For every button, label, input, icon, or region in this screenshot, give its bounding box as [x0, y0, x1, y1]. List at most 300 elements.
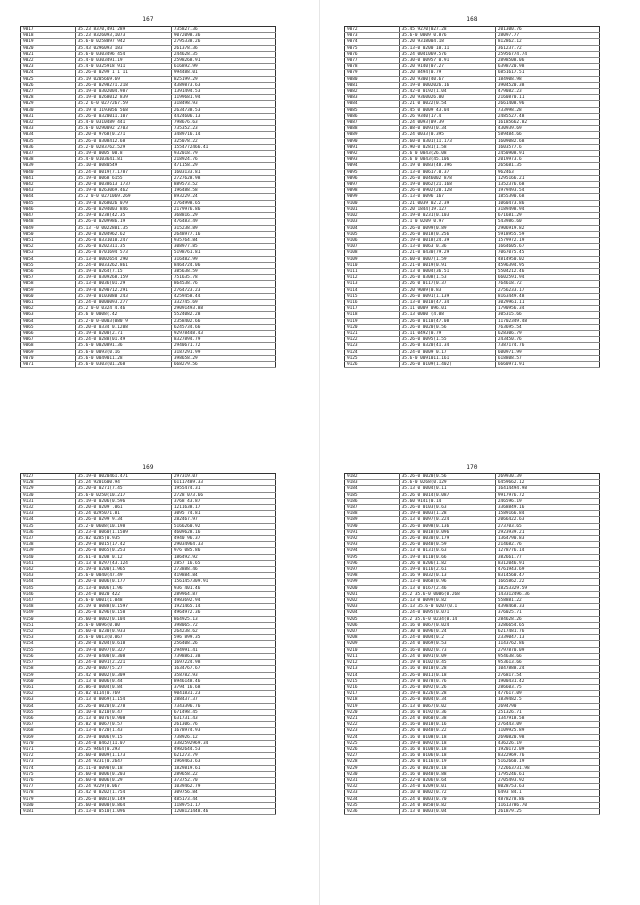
- row-id-cell: 9070: [21, 355, 76, 361]
- row-id-cell: 9028: [21, 95, 76, 101]
- value-cell: 7067075.45: [495, 250, 599, 256]
- row-id-cell: 9114: [345, 287, 400, 293]
- row-id-cell: 9090: [345, 138, 400, 144]
- value-cell: 733998.28: [495, 107, 599, 113]
- coordinate-cell: 35.13 0 0097(0.224: [399, 517, 495, 523]
- coordinate-cell: 35.26-0 0103(0.63: [399, 505, 495, 511]
- coordinate-cell: 35.16 0 0067(0.024: [399, 622, 495, 628]
- coordinate-cell: 35.13 0 0076(0.908: [75, 715, 171, 721]
- value-cell: 358782.93: [171, 672, 275, 678]
- value-cell: 4940 96.37: [171, 536, 275, 542]
- row-id-cell: 9219: [345, 703, 400, 709]
- row-id-cell: 9102: [345, 213, 400, 219]
- row-id-cell: 9224: [345, 734, 400, 740]
- value-cell: 214682.76: [495, 542, 599, 548]
- value-cell: 751635.78: [171, 275, 275, 281]
- value-cell: 2450908.91: [495, 151, 599, 157]
- value-cell: 4983692.94: [171, 598, 275, 604]
- row-id-cell: 9035: [21, 138, 76, 144]
- row-id-cell: 9095: [345, 169, 400, 175]
- row-id-cell: 9048: [21, 219, 76, 225]
- value-cell: 3029961.11: [495, 299, 599, 305]
- value-cell: 7343396.76: [171, 703, 275, 709]
- row-id-cell: 9159: [21, 672, 76, 678]
- coordinate-cell: 35.42-0 0192(1.04: [399, 89, 495, 95]
- row-id-cell: 9136: [21, 529, 76, 535]
- row-id-cell: 9147: [21, 598, 76, 604]
- value-cell: 289658.22: [171, 771, 275, 777]
- value-cell: 318498.93: [171, 101, 275, 107]
- row-id-cell: 9150: [21, 616, 76, 622]
- value-cell: 9041831.23: [171, 691, 275, 697]
- coordinate-cell: 35.6 0 0008(.42: [75, 312, 171, 318]
- value-cell: 1347918.58: [495, 715, 599, 721]
- coordinate-cell: 35.24-0 0209(0.01: [399, 784, 495, 790]
- value-cell: 294991.41: [171, 647, 275, 653]
- row-id-cell: 9228: [345, 759, 400, 765]
- row-id-cell: 9105: [345, 231, 400, 237]
- row-id-cell: 9051: [21, 237, 76, 243]
- coordinate-cell: 35.19-0 0018(24.39: [399, 237, 495, 243]
- row-id-cell: 9036: [21, 144, 76, 150]
- coordinate-cell: 35.6-0 0258897 942: [75, 39, 171, 45]
- coordinate-cell: 35.6 0 0043(45.106: [399, 157, 495, 163]
- row-id-cell: 9023: [21, 64, 76, 70]
- row-id-cell: 9160: [21, 678, 76, 684]
- coordinate-cell: 35.13-0 0010(47.34: [399, 299, 495, 305]
- value-cell: 244628.35: [171, 51, 275, 57]
- row-id-cell: 9042: [21, 182, 76, 188]
- coordinate-cell: 35.26-0 0011(0.18: [399, 672, 495, 678]
- coordinate-cell: 35.13-0 0200 10.11: [399, 45, 495, 51]
- row-id-cell: 9203: [345, 604, 400, 610]
- coordinate-cell: 35.13-0 0006(1.96: [75, 585, 171, 591]
- coordinate-cell: 35.6-0 0040(47.49: [75, 573, 171, 579]
- row-id-cell: 9184: [345, 486, 400, 492]
- value-cell: 1969463.63: [171, 759, 275, 765]
- coordinate-cell: 35.13-0 0096 167: [399, 194, 495, 200]
- value-cell: 954638.66: [495, 653, 599, 659]
- value-cell: 3794 16.68: [171, 684, 275, 690]
- row-id-cell: 9077: [345, 58, 400, 64]
- value-cell: 373752.70: [171, 777, 275, 783]
- value-cell: 631731.43: [171, 715, 275, 721]
- row-id-cell: 9186: [345, 498, 400, 504]
- coordinate-cell: 35.26 0 0020(0.18: [399, 765, 495, 771]
- value-cell: 976 085.86: [171, 548, 275, 554]
- value-cell: 1665862.22: [495, 579, 599, 585]
- value-cell: 8312046.91: [495, 560, 599, 566]
- value-cell: 7387174.76: [495, 343, 599, 349]
- coordinate-cell: 35.16 9 0032(0.13: [399, 573, 495, 579]
- value-cell: 4596394.95: [495, 262, 599, 268]
- coordinate-cell: 35.11 0492(0.79: [399, 330, 495, 336]
- row-id-cell: 9231: [345, 777, 400, 783]
- value-cell: 6660971.91: [495, 361, 599, 367]
- value-cell: 5524082.28: [171, 312, 275, 318]
- coordinate-cell: 35.2 0-0 0271069.269: [75, 194, 171, 200]
- coordinate-cell: 35.13-0 00617.0.37: [399, 169, 495, 175]
- value-cell: 261378.36: [171, 45, 275, 51]
- value-cell: 722663731.98: [495, 765, 599, 771]
- coordinate-cell: 35.11 0009 096.01: [399, 306, 495, 312]
- value-cell: 16185662.82: [495, 120, 599, 126]
- value-cell: 1603577.6: [495, 144, 599, 150]
- value-cell: 1352376.68: [495, 182, 599, 188]
- row-id-cell: 9222: [345, 722, 400, 728]
- row-id-cell: 9121: [345, 330, 400, 336]
- row-id-cell: 9027: [21, 89, 76, 95]
- ledger-table: [20, 26, 276, 368]
- coordinate-cell: 35.26-0 0092(0.26: [399, 684, 495, 690]
- row-id-cell: 9076: [345, 51, 400, 57]
- row-id-cell: 9194: [345, 548, 400, 554]
- value-cell: 2661408.96: [495, 101, 599, 107]
- row-id-cell: 9112: [345, 275, 400, 281]
- value-cell: 9917976.72: [495, 492, 599, 498]
- coordinate-cell: 35.19-0 0263069.462: [75, 188, 171, 194]
- value-cell: 16414494.98: [495, 486, 599, 492]
- coordinate-cell: 35.20 9300(40.67: [399, 76, 495, 82]
- row-id-cell: 9207: [345, 629, 400, 635]
- coordinate-cell: 35.26-0 0110(47.08: [399, 318, 495, 324]
- value-cell: 297319.07: [171, 474, 275, 480]
- coordinate-cell: 35.26-0 0030(0.179: [399, 536, 495, 542]
- row-id-cell: 9019: [21, 39, 76, 45]
- value-cell: 738926.12: [171, 734, 275, 740]
- row-id-cell: 9236: [345, 808, 400, 814]
- value-cell: 332745.69: [171, 299, 275, 305]
- value-cell: 476483.49: [171, 219, 275, 225]
- coordinate-cell: 35.13-0 0002654 290: [75, 256, 171, 262]
- row-id-cell: 9096: [345, 175, 400, 181]
- row-id-cell: 9221: [345, 715, 400, 721]
- coordinate-cell: 35.19-0 0110(0.66: [399, 554, 495, 560]
- value-cell: 246596.19: [495, 498, 599, 504]
- value-cell: 2857 16.65: [171, 560, 275, 566]
- value-cell: 1921465.14: [171, 604, 275, 610]
- table-row: [345, 361, 600, 367]
- coordinate-cell: 35.19-0 0206(0.596: [75, 498, 171, 504]
- row-id-cell: 9157: [21, 660, 76, 666]
- value-cell: 1839482.5: [495, 697, 599, 703]
- value-cell: 92978448.43: [171, 330, 275, 336]
- value-cell: 953613.66: [495, 660, 599, 666]
- coordinate-cell: 35.24 0 0069(0.53: [399, 641, 495, 647]
- row-id-cell: 9119: [345, 318, 400, 324]
- coordinate-cell: 35.20-0 0204962.62: [75, 231, 171, 237]
- coordinate-cell: 35.6-0 0303(01.268: [75, 361, 171, 367]
- value-cell: 6851617.51: [495, 70, 599, 76]
- value-cell: 1855390.68: [495, 194, 599, 200]
- coordinate-cell: 35.6-0 0020891.36: [75, 343, 171, 349]
- coordinate-cell: 35.2-0 0608(10.198: [75, 523, 171, 529]
- row-id-cell: 9216: [345, 684, 400, 690]
- value-cell: 735352.23: [171, 126, 275, 132]
- coordinate-cell: 35.19-0 0238(42.35: [75, 213, 171, 219]
- coordinate-cell: 35.26-0 0202311.35: [75, 244, 171, 250]
- coordinate-cell: 35.20 1844(19.127: [399, 206, 495, 212]
- coordinate-cell: 35.2-0 0-0003(080 9: [75, 318, 171, 324]
- value-cell: 2160870.11: [495, 95, 599, 101]
- value-cell: 284628.26: [495, 616, 599, 622]
- value-cell: 1278776.14: [495, 548, 599, 554]
- coordinate-cell: 35.26-0 0098(0.136: [399, 523, 495, 529]
- value-cell: 1391494.53: [171, 89, 275, 95]
- value-cell: 436226.19: [495, 740, 599, 746]
- row-id-cell: 9177: [21, 784, 76, 790]
- row-id-cell: 9208: [345, 635, 400, 641]
- value-cell: 2339047.13: [495, 635, 599, 641]
- coordinate-cell: 35.20-0 9768(0.271: [75, 132, 171, 138]
- coordinate-cell: 35.24 9229(0.067: [75, 784, 171, 790]
- value-cell: 1795246.61: [495, 771, 599, 777]
- row-id-cell: 9166: [21, 715, 76, 721]
- value-cell: 1579972.19: [495, 237, 599, 243]
- coordinate-cell: 35.24 0 0050(0.82: [399, 802, 495, 808]
- value-cell: 618808.57: [495, 355, 599, 361]
- row-id-cell: 9199: [345, 579, 400, 585]
- coordinate-cell: 35.19 0 0088(0.1597: [75, 604, 171, 610]
- value-cell: 273703.65: [495, 523, 599, 529]
- value-cell: 376025.71: [495, 610, 599, 616]
- value-cell: 628306.79: [495, 330, 599, 336]
- coordinate-cell: 35.2 6-0 0277267.59: [75, 101, 171, 107]
- coordinate-cell: 35.6-0 0091011.161: [399, 355, 495, 361]
- row-id-cell: 9068: [21, 343, 76, 349]
- row-id-cell: 9017: [21, 27, 76, 33]
- coordinate-cell: 35.60-0 0006(0.203: [75, 771, 171, 777]
- coordinate-cell: 35.24 0 0060(0.38: [399, 715, 495, 721]
- value-cell: 1109925.89: [495, 728, 599, 734]
- row-id-cell: 9223: [345, 728, 400, 734]
- row-id-cell: 9086: [345, 113, 400, 119]
- row-id-cell: 9033: [21, 126, 76, 132]
- row-id-cell: 9081: [345, 82, 400, 88]
- coordinate-cell: 35.24 0041069.576: [399, 51, 495, 57]
- coordinate-cell: 35.19-0 0103080 243: [75, 293, 171, 299]
- value-cell: 18253329.59: [495, 585, 599, 591]
- row-id-cell: 9108: [345, 250, 400, 256]
- row-id-cell: 9084: [345, 101, 400, 107]
- row-id-cell: 9164: [21, 703, 76, 709]
- coordinate-cell: 35.19-0 0020461.471: [75, 474, 171, 480]
- value-cell: 3189498.94: [495, 206, 599, 212]
- coordinate-cell: 35.24-0 0462(11.07: [75, 740, 171, 746]
- coordinate-cell: 35.21 0 0022(0.54: [399, 101, 495, 107]
- row-id-cell: 9229: [345, 765, 400, 771]
- row-id-cell: 9173: [21, 759, 76, 765]
- coordinate-cell: 35.19-0 0302004.987: [75, 89, 171, 95]
- coordinate-cell: 35.45 9270(027.28: [399, 27, 495, 33]
- coordinate-cell: 35.60-0 0230(0.933: [75, 629, 171, 635]
- coordinate-cell: 35.28-0 0204(0.618: [75, 641, 171, 647]
- row-id-cell: 9113: [345, 281, 400, 287]
- coordinate-cell: 35.6-0 0009 0.876: [399, 33, 495, 39]
- row-id-cell: 9034: [21, 132, 76, 138]
- value-cell: 5198761.81: [171, 250, 275, 256]
- row-id-cell: 9038: [21, 157, 76, 163]
- coordinate-cell: 35.61-0 0208 0.12: [75, 554, 171, 560]
- coordinate-cell: 35.4-0 0103641.81: [75, 157, 171, 163]
- coordinate-cell: 35.2 0-0 0324 4.46: [75, 306, 171, 312]
- coordinate-cell: 35.42 0 0202(1.754: [75, 790, 171, 796]
- coordinate-cell: 35.24-0 0095(0.071: [399, 610, 495, 616]
- row-id-cell: 9072: [345, 27, 400, 33]
- coordinate-cell: 35.42 0 0002(0.309: [75, 672, 171, 678]
- value-cell: 3286654.65: [495, 622, 599, 628]
- value-cell: 282467.97: [171, 517, 275, 523]
- coordinate-cell: 35.60 9141(0.14: [399, 498, 495, 504]
- value-cell: 962463: [495, 169, 599, 175]
- row-id-cell: 9098: [345, 188, 400, 194]
- value-cell: 11702349.48: [495, 318, 599, 324]
- value-cell: 218924.76: [171, 157, 275, 163]
- value-cell: 264238.62: [171, 629, 275, 635]
- coordinate-cell: 35.21-0 0430(79.29: [399, 250, 495, 256]
- value-cell: 5162660.19: [495, 759, 599, 765]
- row-id-cell: 9024: [21, 70, 76, 76]
- coordinate-cell: 35.22-0 0206(0.64: [399, 777, 495, 783]
- value-cell: 485173.44: [171, 796, 275, 802]
- value-cell: 273888.46: [171, 567, 275, 573]
- value-cell: 4259458.44: [171, 293, 275, 299]
- value-cell: 3095 74.81: [171, 511, 275, 517]
- coordinate-cell: 35.6-0 0290092 2703: [75, 126, 171, 132]
- value-cell: 1047888.24: [495, 666, 599, 672]
- value-cell: 2940671.72: [171, 343, 275, 349]
- value-cell: 398658.29: [171, 355, 275, 361]
- coordinate-cell: 35.13 0 0131(0.63: [399, 548, 495, 554]
- row-id-cell: 9213: [345, 666, 400, 672]
- value-cell: 9072098.36: [171, 33, 275, 39]
- row-id-cell: 9193: [345, 542, 400, 548]
- value-cell: 589484.66: [495, 132, 599, 138]
- row-id-cell: 9158: [21, 666, 76, 672]
- value-cell: 671681.29: [495, 213, 599, 219]
- coordinate-cell: 35.13 -0 0022801.35: [75, 225, 171, 231]
- value-cell: 186492.92: [171, 554, 275, 560]
- row-id-cell: 9181: [21, 808, 76, 814]
- row-id-cell: 9175: [21, 771, 76, 777]
- value-cell: 288437.37: [171, 697, 275, 703]
- value-cell: 316482.99: [171, 256, 275, 262]
- value-cell: 4609628.16: [171, 529, 275, 535]
- coordinate-cell: 35.19-0 0116(2.61: [399, 567, 495, 573]
- row-id-cell: 9050: [21, 231, 76, 237]
- coordinate-cell: 35.60-0 0006(0.29: [75, 777, 171, 783]
- value-cell: 4814950.02: [495, 256, 599, 262]
- value-cell: 1589166.84: [495, 511, 599, 517]
- row-id-cell: 9163: [21, 697, 76, 703]
- coordinate-cell: 35.19-0 0268012 839: [75, 95, 171, 101]
- coordinate-cell: 35.24 9231(0.2647: [75, 759, 171, 765]
- value-cell: 325078.22: [171, 138, 275, 144]
- row-id-cell: 9069: [21, 349, 76, 355]
- row-id-cell: 9141: [21, 560, 76, 566]
- coordinate-cell: 35.26 0 0014(0.087: [399, 492, 495, 498]
- row-id-cell: 9116: [345, 299, 400, 305]
- row-id-cell: 9110: [345, 262, 400, 268]
- value-cell: 4424606.13: [171, 113, 275, 119]
- value-cell: 8028753.63: [495, 784, 599, 790]
- coordinate-cell: 35.19-0 0231(0.103: [399, 213, 495, 219]
- coordinate-cell: 35.26-0 0020(0.278: [75, 703, 171, 709]
- value-cell: 616892.99: [171, 64, 275, 70]
- coordinate-cell: 35.26-0 0308(1.53: [399, 275, 495, 281]
- value-cell: 184908.98: [495, 76, 599, 82]
- coordinate-cell: 35.4-0 0303491.19: [75, 58, 171, 64]
- coordinate-cell: 35.02 0114(0.769: [75, 691, 171, 697]
- row-id-cell: 9101: [345, 206, 400, 212]
- value-cell: 2764998.65: [171, 200, 275, 206]
- row-id-cell: 9080: [345, 76, 400, 82]
- row-id-cell: 9132: [21, 505, 76, 511]
- coordinate-cell: 35.13-0 0510(1.096: [75, 808, 171, 814]
- row-id-cell: 9091: [345, 144, 400, 150]
- coordinate-cell: 35.20 9089(0.83: [399, 287, 495, 293]
- coordinate-cell: 35.13 0 0006(0.44: [75, 678, 171, 684]
- row-id-cell: 9083: [345, 95, 400, 101]
- row-id-cell: 9025: [21, 76, 76, 82]
- row-id-cell: 9079: [345, 70, 400, 76]
- value-cell: 7398861.38: [171, 653, 275, 659]
- value-cell: 261879.25: [495, 808, 599, 814]
- value-cell: 1790956.34: [495, 306, 599, 312]
- row-id-cell: 9099: [345, 194, 400, 200]
- value-cell: 385638.59: [171, 268, 275, 274]
- row-id-cell: 9127: [21, 474, 76, 480]
- value-cell: 1561457309.91: [171, 579, 275, 585]
- value-cell: 1920172.09: [495, 746, 599, 752]
- coordinate-cell: 35.24-0 0000093.277: [75, 299, 171, 305]
- coordinate-cell: 35.13-0 0063 0.36: [399, 244, 495, 250]
- value-cell: 477617.09: [495, 691, 599, 697]
- coordinate-cell: 35.19 0 0083(48.396: [399, 163, 495, 169]
- row-id-cell: 9078: [345, 64, 400, 70]
- coordinate-cell: 35.13 0 0003(0.04: [399, 808, 495, 814]
- row-id-cell: 9045: [21, 200, 76, 206]
- value-cell: 4761943.69: [495, 567, 599, 573]
- table-row: [21, 808, 276, 814]
- row-id-cell: 9169: [21, 734, 76, 740]
- coordinate-cell: 35.30 0 0096(0.24: [399, 629, 495, 635]
- coordinate-cell: 35.19-0 0003(1.28: [399, 511, 495, 517]
- value-cell: 398065.72: [171, 622, 275, 628]
- row-id-cell: 9142: [21, 567, 76, 573]
- row-id-cell: 9151: [21, 622, 76, 628]
- coordinate-cell: 35.24-0 0020 422: [75, 591, 171, 597]
- row-id-cell: 9020: [21, 45, 76, 51]
- coordinate-cell: 35.20 9318004.18: [399, 39, 495, 45]
- coordinate-cell: 35.20-0 0271(7.45: [75, 486, 171, 492]
- coordinate-cell: 35.16 0 0010(0.28: [399, 666, 495, 672]
- value-cell: 61117489.33: [171, 480, 275, 486]
- row-id-cell: 9190: [345, 523, 400, 529]
- coordinate-cell: 35.19 0 0078(0.76: [399, 678, 495, 684]
- coordinate-cell: 35.13-0 0036(01.29: [75, 281, 171, 287]
- value-cell: 798676.63: [171, 120, 275, 126]
- row-id-cell: 9138: [21, 542, 76, 548]
- value-cell: 935764.84: [171, 237, 275, 243]
- coordinate-cell: 35.16-0 0002(0.73: [399, 647, 495, 653]
- row-id-cell: 9074: [345, 39, 400, 45]
- value-cell: 2066422.63: [495, 517, 599, 523]
- row-id-cell: 9057: [21, 275, 76, 281]
- coordinate-cell: 35.60-0 0007(1.59: [399, 256, 495, 262]
- row-id-cell: 9170: [21, 740, 76, 746]
- value-cell: 308977.85: [171, 244, 275, 250]
